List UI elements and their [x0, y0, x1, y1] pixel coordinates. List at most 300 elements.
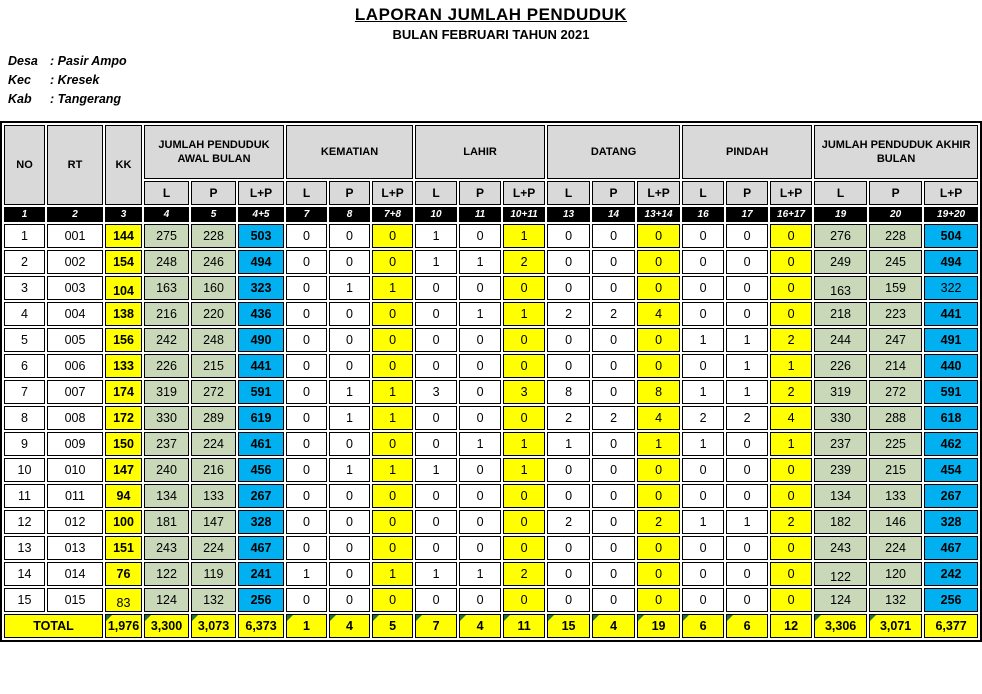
cell-rt: 007: [47, 380, 103, 404]
cell-akhir-l: 124: [814, 588, 867, 612]
cell-lahir-lp: 0: [503, 510, 545, 534]
cell-awal-p: 132: [191, 588, 236, 612]
cell-awal-lp: 456: [238, 458, 284, 482]
cell-pindah-p: 2: [726, 406, 768, 430]
table-row: [4, 406, 978, 430]
cell-pindah-l: 1: [682, 328, 724, 352]
total-lahir-lp: 11: [503, 614, 545, 638]
cell-kematian-p: 0: [329, 328, 370, 352]
cell-lahir-lp: 1: [503, 458, 545, 482]
cell-kematian-p: 0: [329, 224, 370, 248]
cell-akhir-p: 159: [869, 276, 922, 300]
cell-no: 14: [4, 562, 45, 586]
cell-lahir-l: 1: [415, 562, 457, 586]
cell-pindah-lp: 0: [770, 276, 812, 300]
cell-lahir-lp: 3: [503, 380, 545, 404]
column-subheader-lahir-lp: L+P: [503, 181, 545, 205]
table-row: [4, 536, 978, 560]
cell-awal-p: 215: [191, 354, 236, 378]
cell-datang-p: 0: [592, 276, 635, 300]
cell-akhir-lp: 328: [924, 510, 978, 534]
cell-akhir-l: 249: [814, 250, 867, 274]
total-awal-p: 3,073: [191, 614, 236, 638]
cell-lahir-l: 1: [415, 224, 457, 248]
cell-awal-l: 122: [144, 562, 189, 586]
cell-kematian-p: 1: [329, 276, 370, 300]
cell-no: 7: [4, 380, 45, 404]
cell-pindah-p: 0: [726, 562, 768, 586]
cell-akhir-l: 239: [814, 458, 867, 482]
cell-awal-l: 330: [144, 406, 189, 430]
cell-awal-l: 181: [144, 510, 189, 534]
column-subheader-akhir-lp: L+P: [924, 181, 978, 205]
cell-no: 11: [4, 484, 45, 508]
cell-datang-p: 2: [592, 406, 635, 430]
cell-datang-lp: 0: [637, 458, 680, 482]
cell-rt: 011: [47, 484, 103, 508]
cell-lahir-l: 0: [415, 484, 457, 508]
cell-awal-lp: 267: [238, 484, 284, 508]
cell-no: 15: [4, 588, 45, 612]
cell-pindah-lp: 4: [770, 406, 812, 430]
cell-no: 12: [4, 510, 45, 534]
cell-awal-p: 160: [191, 276, 236, 300]
cell-pindah-l: 0: [682, 588, 724, 612]
cell-awal-l: 216: [144, 302, 189, 326]
cell-datang-l: 0: [547, 588, 590, 612]
cell-datang-lp: 0: [637, 354, 680, 378]
meta-desa-label: Desa: [8, 54, 38, 68]
cell-awal-l: 242: [144, 328, 189, 352]
cell-awal-p: 133: [191, 484, 236, 508]
cell-kematian-lp: 1: [372, 458, 413, 482]
cell-lahir-p: 0: [459, 380, 501, 404]
cell-lahir-p: 0: [459, 484, 501, 508]
column-subheader-akhir-l: L: [814, 181, 867, 205]
cell-pindah-p: 0: [726, 432, 768, 456]
column-subheader-lahir-p: P: [459, 181, 501, 205]
cell-rt: 013: [47, 536, 103, 560]
table-row: [4, 432, 978, 456]
cell-pindah-l: 0: [682, 562, 724, 586]
cell-awal-l: 226: [144, 354, 189, 378]
total-akhir-l: 3,306: [814, 614, 867, 638]
cell-pindah-l: 1: [682, 510, 724, 534]
cell-awal-p: 220: [191, 302, 236, 326]
cell-lahir-l: 0: [415, 510, 457, 534]
cell-pindah-lp: 0: [770, 536, 812, 560]
cell-pindah-lp: 0: [770, 562, 812, 586]
cell-awal-p: 224: [191, 536, 236, 560]
total-kematian-lp: 5: [372, 614, 413, 638]
cell-lahir-l: 3: [415, 380, 457, 404]
cell-datang-p: 2: [592, 302, 635, 326]
cell-akhir-p: 133: [869, 484, 922, 508]
cell-kematian-l: 0: [286, 458, 327, 482]
cell-akhir-p: 247: [869, 328, 922, 352]
table-row: [4, 250, 978, 274]
cell-datang-lp: 0: [637, 588, 680, 612]
cell-pindah-p: 0: [726, 276, 768, 300]
column-subheader-pindah-lp: L+P: [770, 181, 812, 205]
cell-lahir-l: 0: [415, 588, 457, 612]
cell-awal-l: 134: [144, 484, 189, 508]
cell-kematian-lp: 1: [372, 380, 413, 404]
cell-lahir-lp: 0: [503, 354, 545, 378]
column-subheader-kematian-lp: L+P: [372, 181, 413, 205]
table-row: [4, 510, 978, 534]
cell-akhir-p: 120: [869, 562, 922, 586]
cell-akhir-p: 272: [869, 380, 922, 404]
table-row: [4, 354, 978, 378]
cell-pindah-p: 0: [726, 302, 768, 326]
column-group-header-jumlah-penduduk-awal-bulan: JUMLAH PENDUDUK AWAL BULAN: [144, 125, 284, 179]
cell-kematian-p: 1: [329, 380, 370, 404]
cell-awal-p: 119: [191, 562, 236, 586]
cell-rt: 006: [47, 354, 103, 378]
cell-pindah-lp: 0: [770, 250, 812, 274]
cell-rt: 005: [47, 328, 103, 352]
cell-kematian-lp: 0: [372, 302, 413, 326]
cell-kematian-p: 0: [329, 510, 370, 534]
column-number-pindah-l: 16: [682, 207, 724, 222]
report-header: [0, 5, 982, 42]
cell-akhir-lp: 441: [924, 302, 978, 326]
cell-datang-l: 0: [547, 354, 590, 378]
column-number-rt: 2: [47, 207, 103, 222]
cell-lahir-lp: 0: [503, 406, 545, 430]
total-datang-p: 4: [592, 614, 635, 638]
cell-no: 6: [4, 354, 45, 378]
cell-pindah-l: 0: [682, 536, 724, 560]
cell-kematian-lp: 1: [372, 562, 413, 586]
cell-kk: 83: [105, 588, 142, 612]
cell-datang-p: 0: [592, 224, 635, 248]
meta-kec-value: : Kresek: [50, 73, 100, 87]
total-awal-lp: 6,373: [238, 614, 284, 638]
total-pindah-l: 6: [682, 614, 724, 638]
cell-datang-p: 0: [592, 458, 635, 482]
cell-kematian-l: 0: [286, 536, 327, 560]
column-subheader-kematian-p: P: [329, 181, 370, 205]
cell-awal-lp: 441: [238, 354, 284, 378]
cell-kematian-l: 0: [286, 250, 327, 274]
cell-datang-lp: 8: [637, 380, 680, 404]
cell-pindah-l: 0: [682, 458, 724, 482]
location-meta: [8, 52, 982, 109]
cell-lahir-lp: 0: [503, 328, 545, 352]
cell-awal-l: 237: [144, 432, 189, 456]
cell-datang-lp: 0: [637, 328, 680, 352]
cell-rt: 014: [47, 562, 103, 586]
table-row: [4, 588, 978, 612]
cell-pindah-l: 2: [682, 406, 724, 430]
cell-kematian-l: 0: [286, 484, 327, 508]
cell-awal-lp: 461: [238, 432, 284, 456]
cell-datang-lp: 0: [637, 250, 680, 274]
cell-kematian-lp: 0: [372, 510, 413, 534]
cell-lahir-p: 0: [459, 328, 501, 352]
cell-datang-lp: 4: [637, 406, 680, 430]
column-number-datang-l: 13: [547, 207, 590, 222]
cell-kematian-l: 0: [286, 406, 327, 430]
cell-kematian-lp: 1: [372, 276, 413, 300]
table-row: [4, 224, 978, 248]
total-label: TOTAL: [4, 614, 103, 638]
cell-awal-p: 228: [191, 224, 236, 248]
cell-akhir-p: 224: [869, 536, 922, 560]
cell-kematian-l: 0: [286, 224, 327, 248]
cell-awal-l: 163: [144, 276, 189, 300]
cell-datang-l: 1: [547, 432, 590, 456]
cell-datang-lp: 0: [637, 536, 680, 560]
cell-awal-p: 246: [191, 250, 236, 274]
table-row: [4, 328, 978, 352]
cell-kk: 133: [105, 354, 142, 378]
cell-kk: 144: [105, 224, 142, 248]
cell-no: 1: [4, 224, 45, 248]
cell-lahir-p: 0: [459, 510, 501, 534]
cell-kematian-l: 1: [286, 562, 327, 586]
cell-awal-p: 289: [191, 406, 236, 430]
meta-kec: [8, 71, 982, 90]
cell-datang-p: 0: [592, 380, 635, 404]
total-kematian-l: 1: [286, 614, 327, 638]
cell-akhir-l: 243: [814, 536, 867, 560]
meta-kab-label: Kab: [8, 92, 32, 106]
cell-rt: 012: [47, 510, 103, 534]
cell-pindah-p: 0: [726, 224, 768, 248]
cell-datang-l: 0: [547, 250, 590, 274]
cell-pindah-p: 1: [726, 328, 768, 352]
cell-datang-l: 0: [547, 224, 590, 248]
cell-lahir-l: 0: [415, 276, 457, 300]
cell-akhir-l: 319: [814, 380, 867, 404]
cell-lahir-p: 0: [459, 406, 501, 430]
column-number-datang-lp: 13+14: [637, 207, 680, 222]
cell-awal-lp: 591: [238, 380, 284, 404]
cell-kematian-l: 0: [286, 276, 327, 300]
cell-akhir-lp: 242: [924, 562, 978, 586]
cell-awal-p: 248: [191, 328, 236, 352]
column-subheader-datang-l: L: [547, 181, 590, 205]
cell-kematian-lp: 0: [372, 224, 413, 248]
cell-akhir-lp: 322: [924, 276, 978, 300]
cell-rt: 010: [47, 458, 103, 482]
cell-kk: 154: [105, 250, 142, 274]
total-lahir-l: 7: [415, 614, 457, 638]
cell-pindah-p: 0: [726, 536, 768, 560]
cell-pindah-l: 0: [682, 250, 724, 274]
cell-akhir-lp: 494: [924, 250, 978, 274]
cell-awal-lp: 436: [238, 302, 284, 326]
cell-datang-l: 0: [547, 562, 590, 586]
cell-pindah-lp: 0: [770, 588, 812, 612]
cell-awal-p: 147: [191, 510, 236, 534]
cell-datang-lp: 0: [637, 562, 680, 586]
total-datang-l: 15: [547, 614, 590, 638]
cell-awal-lp: 503: [238, 224, 284, 248]
cell-rt: 008: [47, 406, 103, 430]
column-subheader-kematian-l: L: [286, 181, 327, 205]
cell-rt: 002: [47, 250, 103, 274]
cell-kematian-p: 1: [329, 406, 370, 430]
cell-lahir-l: 0: [415, 406, 457, 430]
cell-rt: 015: [47, 588, 103, 612]
cell-pindah-lp: 2: [770, 510, 812, 534]
cell-datang-lp: 2: [637, 510, 680, 534]
cell-lahir-l: 0: [415, 432, 457, 456]
cell-akhir-l: 330: [814, 406, 867, 430]
cell-datang-l: 8: [547, 380, 590, 404]
total-row: [4, 614, 978, 638]
cell-akhir-l: 182: [814, 510, 867, 534]
cell-no: 3: [4, 276, 45, 300]
cell-lahir-lp: 1: [503, 224, 545, 248]
cell-pindah-p: 0: [726, 458, 768, 482]
cell-lahir-p: 0: [459, 458, 501, 482]
column-number-datang-p: 14: [592, 207, 635, 222]
column-subheader-pindah-p: P: [726, 181, 768, 205]
cell-pindah-l: 0: [682, 354, 724, 378]
cell-datang-lp: 0: [637, 484, 680, 508]
cell-lahir-l: 1: [415, 458, 457, 482]
cell-kematian-l: 0: [286, 588, 327, 612]
cell-lahir-p: 0: [459, 536, 501, 560]
column-number-akhir-l: 19: [814, 207, 867, 222]
cell-akhir-lp: 440: [924, 354, 978, 378]
cell-no: 9: [4, 432, 45, 456]
cell-kematian-p: 0: [329, 432, 370, 456]
column-number-kematian-l: 7: [286, 207, 327, 222]
column-group-header-no: NO: [4, 125, 45, 205]
column-number-lahir-l: 10: [415, 207, 457, 222]
cell-lahir-p: 1: [459, 562, 501, 586]
cell-datang-l: 2: [547, 510, 590, 534]
cell-kk: 151: [105, 536, 142, 560]
cell-kematian-l: 0: [286, 354, 327, 378]
cell-pindah-l: 0: [682, 302, 724, 326]
cell-datang-p: 0: [592, 354, 635, 378]
cell-akhir-l: 122: [814, 562, 867, 586]
cell-kematian-lp: 0: [372, 354, 413, 378]
column-subheader-akhir-p: P: [869, 181, 922, 205]
column-number-kematian-lp: 7+8: [372, 207, 413, 222]
cell-datang-p: 0: [592, 484, 635, 508]
cell-kematian-p: 0: [329, 562, 370, 586]
cell-akhir-lp: 618: [924, 406, 978, 430]
cell-pindah-p: 0: [726, 484, 768, 508]
column-number-kk: 3: [105, 207, 142, 222]
cell-pindah-lp: 1: [770, 354, 812, 378]
cell-pindah-lp: 2: [770, 328, 812, 352]
column-subheader-awal-p: P: [191, 181, 236, 205]
cell-lahir-lp: 1: [503, 432, 545, 456]
cell-akhir-lp: 462: [924, 432, 978, 456]
total-kematian-p: 4: [329, 614, 370, 638]
cell-akhir-p: 223: [869, 302, 922, 326]
population-report-table: [0, 121, 982, 642]
cell-akhir-p: 215: [869, 458, 922, 482]
cell-pindah-lp: 0: [770, 224, 812, 248]
cell-datang-l: 2: [547, 302, 590, 326]
cell-lahir-p: 0: [459, 224, 501, 248]
cell-akhir-lp: 591: [924, 380, 978, 404]
cell-awal-p: 272: [191, 380, 236, 404]
cell-lahir-l: 0: [415, 354, 457, 378]
cell-akhir-p: 225: [869, 432, 922, 456]
cell-kematian-lp: 0: [372, 250, 413, 274]
cell-lahir-lp: 0: [503, 588, 545, 612]
total-akhir-p: 3,071: [869, 614, 922, 638]
cell-datang-lp: 1: [637, 432, 680, 456]
total-awal-l: 3,300: [144, 614, 189, 638]
cell-awal-l: 319: [144, 380, 189, 404]
total-datang-lp: 19: [637, 614, 680, 638]
cell-datang-p: 0: [592, 510, 635, 534]
cell-datang-lp: 4: [637, 302, 680, 326]
meta-kec-label: Kec: [8, 73, 31, 87]
cell-kematian-p: 0: [329, 536, 370, 560]
cell-datang-l: 0: [547, 458, 590, 482]
column-subheader-lahir-l: L: [415, 181, 457, 205]
report-subtitle: BULAN FEBRUARI TAHUN 2021: [392, 27, 590, 42]
table-row: [4, 276, 978, 300]
cell-akhir-l: 276: [814, 224, 867, 248]
cell-awal-p: 216: [191, 458, 236, 482]
column-number-no: 1: [4, 207, 45, 222]
cell-lahir-p: 1: [459, 250, 501, 274]
cell-akhir-l: 218: [814, 302, 867, 326]
cell-awal-l: 124: [144, 588, 189, 612]
cell-kematian-l: 0: [286, 510, 327, 534]
cell-awal-l: 243: [144, 536, 189, 560]
cell-kematian-l: 0: [286, 380, 327, 404]
cell-datang-lp: 0: [637, 276, 680, 300]
cell-datang-l: 0: [547, 328, 590, 352]
cell-lahir-p: 0: [459, 588, 501, 612]
cell-kematian-l: 0: [286, 432, 327, 456]
column-number-akhir-p: 20: [869, 207, 922, 222]
cell-kk: 172: [105, 406, 142, 430]
cell-lahir-p: 0: [459, 276, 501, 300]
column-subheader-datang-p: P: [592, 181, 635, 205]
cell-akhir-l: 244: [814, 328, 867, 352]
cell-kk: 174: [105, 380, 142, 404]
cell-kematian-p: 0: [329, 250, 370, 274]
column-number-awal-p: 5: [191, 207, 236, 222]
column-number-akhir-lp: 19+20: [924, 207, 978, 222]
cell-akhir-lp: 454: [924, 458, 978, 482]
cell-akhir-p: 288: [869, 406, 922, 430]
cell-pindah-lp: 0: [770, 458, 812, 482]
table-row: [4, 484, 978, 508]
cell-awal-lp: 328: [238, 510, 284, 534]
cell-pindah-p: 1: [726, 380, 768, 404]
cell-kematian-lp: 0: [372, 432, 413, 456]
column-group-header-kk: KK: [105, 125, 142, 205]
cell-akhir-l: 237: [814, 432, 867, 456]
column-group-header-kematian: KEMATIAN: [286, 125, 413, 179]
cell-pindah-lp: 0: [770, 302, 812, 326]
cell-awal-l: 248: [144, 250, 189, 274]
meta-desa-value: : Pasir Ampo: [50, 54, 127, 68]
column-number-pindah-lp: 16+17: [770, 207, 812, 222]
cell-datang-l: 0: [547, 276, 590, 300]
cell-kematian-p: 0: [329, 588, 370, 612]
cell-akhir-lp: 491: [924, 328, 978, 352]
cell-akhir-p: 132: [869, 588, 922, 612]
